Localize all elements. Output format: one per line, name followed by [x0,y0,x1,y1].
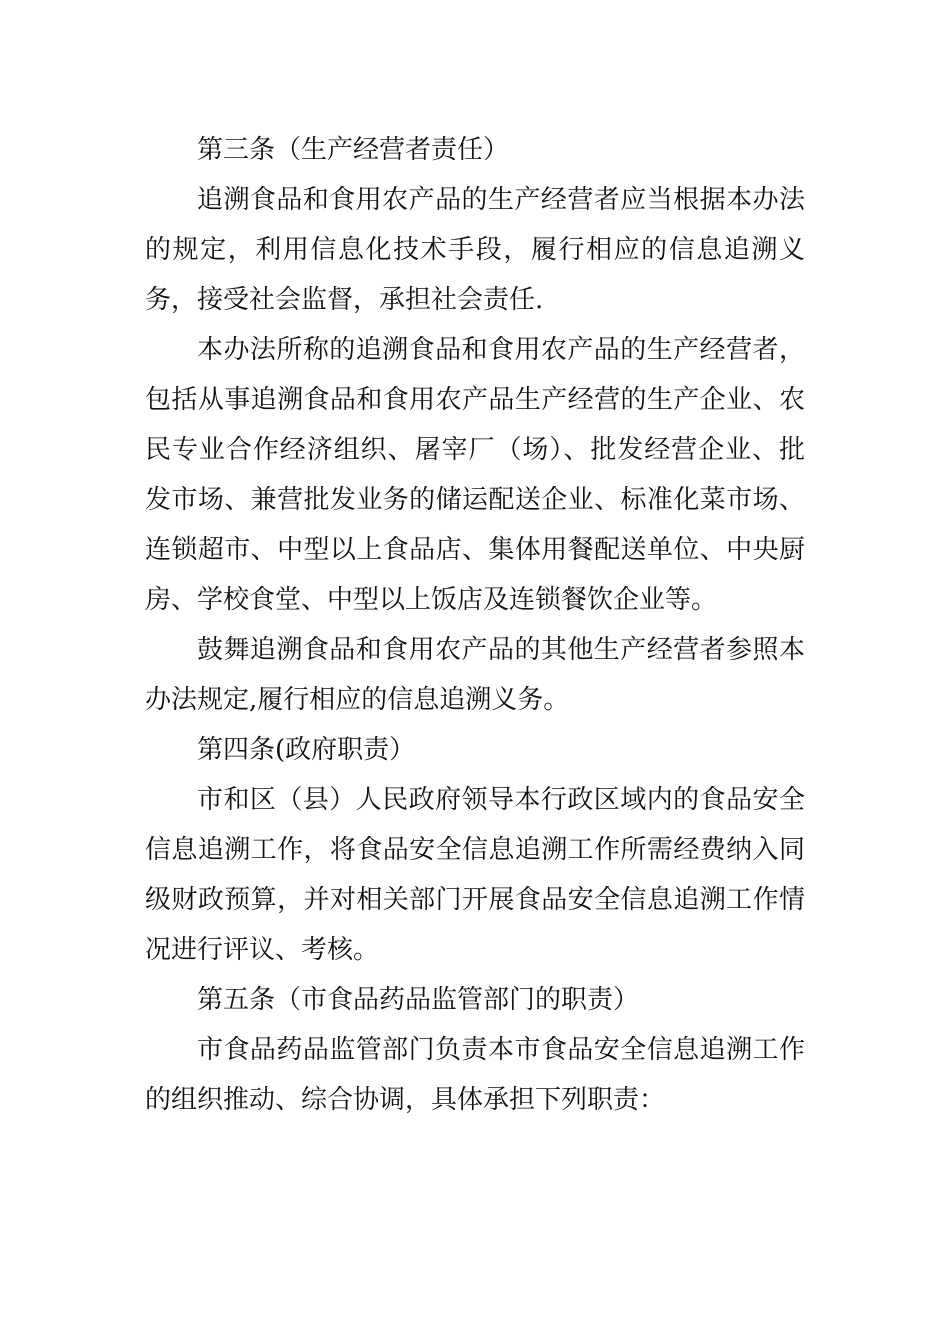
article-3-heading: 第三条（生产经营者责任） [197,135,510,165]
article-4-paragraph-1: 市和区（县）人民政府领导本行政区域内的食品安全信息追溯工作，将食品安全信息追溯工作所需经费纳入同级财政预算，并对相关部门开展食品安全信息追溯工作情况进行评议、考核。 [145,785,805,965]
article-5-heading: 第五条（市食品药品监管部门的职责） [197,985,640,1015]
article-3-paragraph-1: 追溯食品和食用农产品的生产经营者应当根据本办法的规定，利用信息化技术手段，履行相应的信息追溯义务，接受社会监督，承担社会责任. [145,185,805,315]
article-4-heading: 第四条(政府职责） [197,735,416,765]
article-5-paragraph-1: 市食品药品监管部门负责本市食品安全信息追溯工作的组织推动、综合协调，具体承担下列职责： [145,1035,805,1115]
document-body [145,125,805,1125]
article-3-paragraph-2: 本办法所称的追溯食品和食用农产品的生产经营者，包括从事追溯食品和食用农产品生产经营的生产企业、农民专业合作经济组织、屠宰厂（场）、批发经营企业、批发市场、兼营批发业务的储运配送企业、标准化菜市场、连锁超市、中型以上食品店、集体用餐配送单位、中央厨房、学校食堂、中型以上饭店及连锁餐饮企业等。 [145,335,805,615]
article-3-paragraph-3: 鼓舞追溯食品和食用农产品的其他生产经营者参照本办法规定,履行相应的信息追溯义务。 [145,635,805,715]
